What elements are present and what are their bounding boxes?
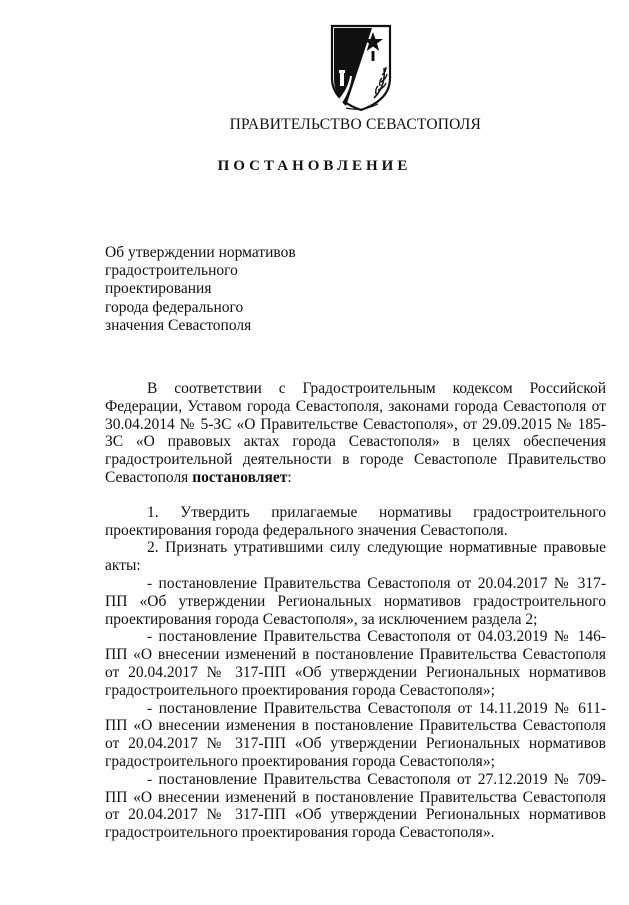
item-1: 1. Утвердить прилагаемые нормативы градостроительного проектирования города федерального значения Севастополя. — [105, 503, 606, 539]
subject-line: значения Севастополя — [105, 316, 252, 334]
preamble-end: : — [287, 468, 292, 486]
decision-word: постановляет — [192, 468, 288, 486]
preamble-paragraph — [105, 380, 606, 487]
organization-name: ПРАВИТЕЛЬСТВО СЕВАСТОПОЛЯ — [229, 116, 481, 133]
subject-line: градостроительного — [105, 262, 238, 280]
document-type-title: ПОСТАНОВЛЕНИЕ — [217, 158, 412, 174]
repealed-act: - постановление Правительства Севастополя от 04.03.2019 № 146-ПП «О внесении изменений в постановление Правительства Севастополя от 20.04.2017 № 317-ПП «Об утверждении Региональных нормативов градостроительного проектирования города Севастополя»; — [105, 628, 606, 699]
subject-line: проектирования — [105, 280, 212, 298]
document-subject — [105, 244, 296, 335]
document-body — [105, 380, 606, 842]
subject-line: города федерального — [105, 298, 244, 316]
preamble-text: В соответствии с Градостроительным кодексом Российской Федерации, Уставом города Севастополя, законами города Севастополя от 30.04.2014 № 5-ЗС «О Правительстве Севастополя», от 29.09.2015 № 185-ЗС «О правовых актах города Севастополя» в целях обеспечения градостроительной деятельности в городе Севастополе Правительство Севастополя — [105, 380, 606, 486]
repealed-act: - постановление Правительства Севастополя от 14.11.2019 № 611-ПП «О внесении изменения в постановление Правительства Севастополя от 20.04.2017 № 317-ПП «Об утверждении Региональных нормативов градостроительного проектирования города Севастополя»; — [105, 699, 606, 770]
repealed-act: - постановление Правительства Севастополя от 27.12.2019 № 709-ПП «О внесении изменений в постановление Правительства Севастополя от 20.04.2017 № 317-ПП «Об утверждении Региональных нормативов градостроительного проектирования города Севастополя». — [105, 770, 606, 842]
repealed-act: - постановление Правительства Севастополя от 20.04.2017 № 317-ПП «Об утверждении Региональных нормативов градостроительного проектирования города Севастополя», за исключением раздела 2; — [105, 574, 606, 628]
subject-line: Об утверждении нормативов — [105, 244, 296, 261]
coat-of-arms-icon — [326, 20, 396, 112]
item-2: 2. Признать утратившими силу следующие нормативные правовые акты: — [105, 539, 606, 575]
